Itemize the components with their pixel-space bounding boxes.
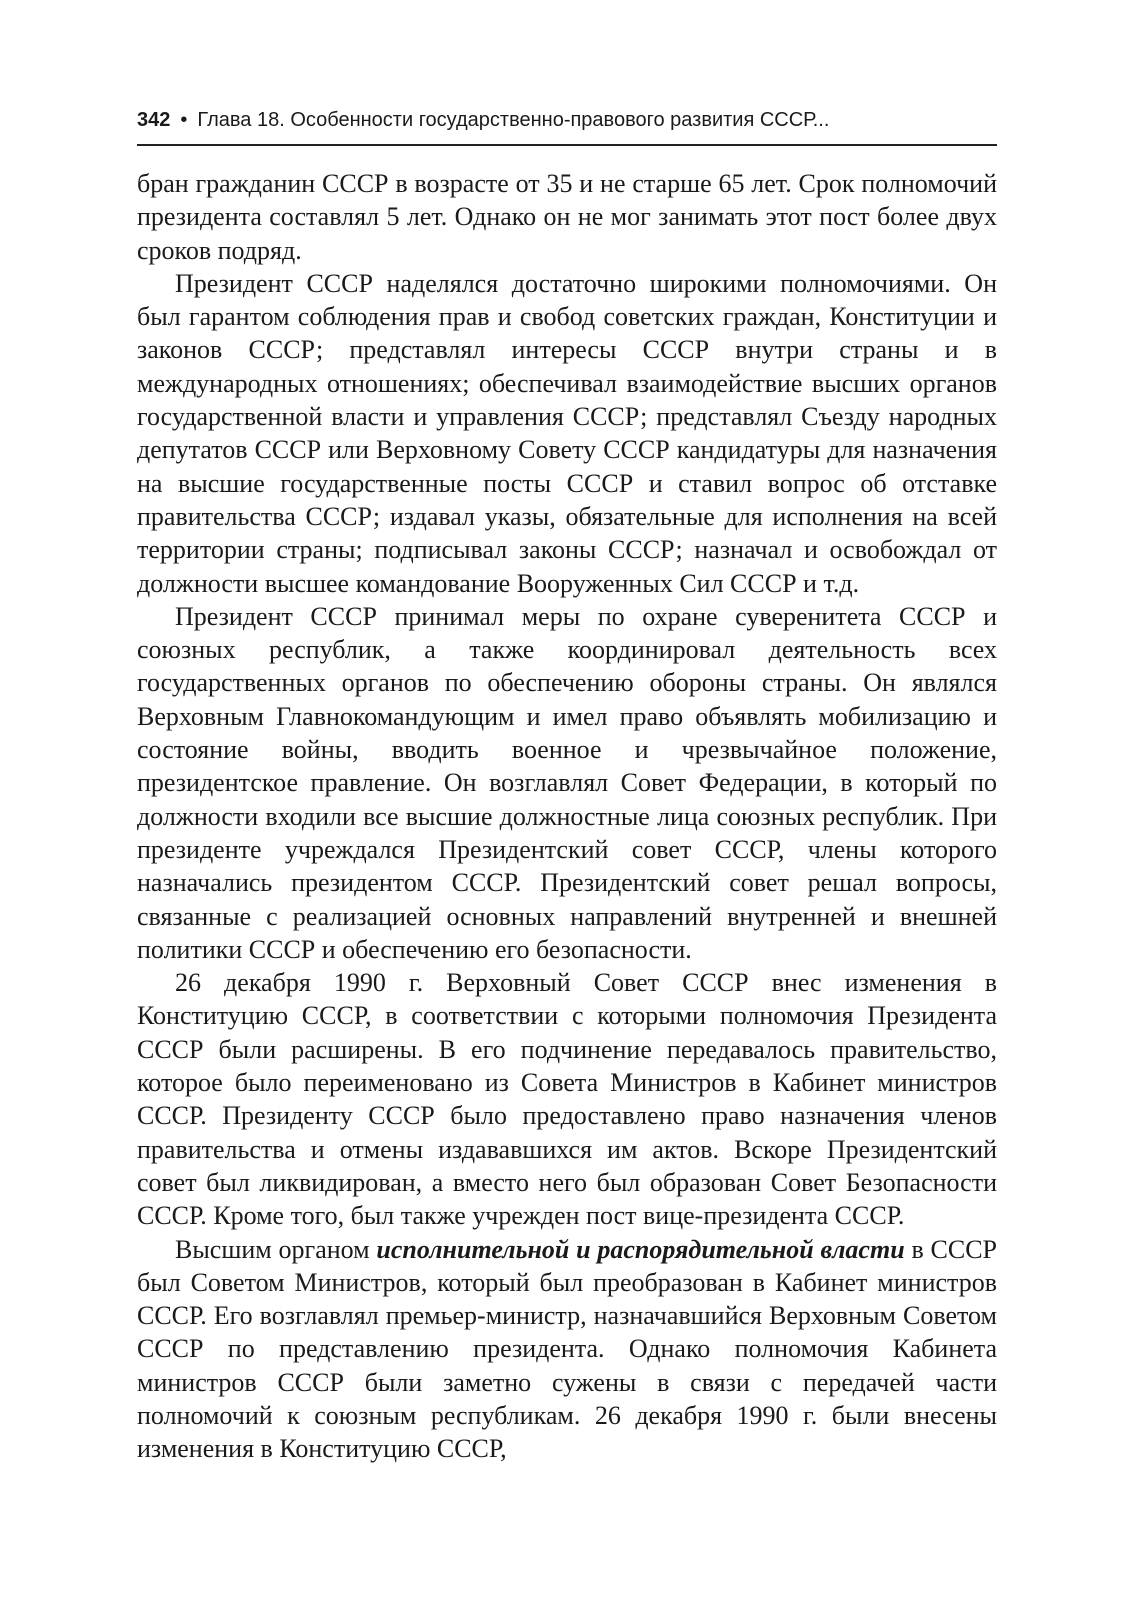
chapter-title: Глава 18. Особенности государственно-правового развития СССР... <box>197 109 830 131</box>
paragraph-5-start: Высшим органом <box>175 1234 370 1264</box>
page-body <box>137 167 997 1466</box>
paragraph-3: Президент СССР принимал меры по охране суверенитета СССР и союзных республик, а также координировал деятельность всех государственных органов по обеспечению обороны страны. Он являлся Верховным Главнокомандующим и имел право объявлять мобилизацию и состояние войны, вводить военное и чрезвычайное положение, президентское правление. Он возглавлял Совет Федерации, в который по должности входили все высшие должностные лица союзных республик. При президенте учреждался Президентский совет СССР, члены которого назначались президентом СССР. Президентский совет решал вопросы, связанные с реализацией основных направлений внутренней и внешней политики СССР и обеспечению его безопасности. <box>137 601 997 964</box>
paragraph-4: 26 декабря 1990 г. Верховный Совет СССР внес изменения в Конституцию СССР, в соответствии с которыми полномочия Президента СССР были расширены. В его подчинение передавалось правительство, которое было переименовано из Совета Министров в Кабинет министров СССР. Президенту СССР было предоставлено право назначения членов правительства и отмены издававшихся им актов. Вскоре Президентский совет был ликвидирован, а вместо него был образован Совет Безопасности СССР. Кроме того, был также учрежден пост вице-президента СССР. <box>137 968 997 1231</box>
header-separator: • <box>180 109 188 131</box>
page-number: 342 <box>137 109 171 131</box>
emphasized-term: исполнительной и распорядительной власти <box>376 1234 905 1264</box>
paragraph-1: бран гражданин СССР в возрасте от 35 и не старше 65 лет. Срок полномочий президента составлял 5 лет. Однако он не мог занимать этот пост более двух сроков подряд. <box>137 169 997 265</box>
paragraph-2: Президент СССР наделялся достаточно широкими полномочиями. Он был гарантом соблюдения прав и свобод советских граждан, Конституции и законов СССР; представлял интересы СССР внутри страны и в международных отношениях; обеспечивал взаимодействие высших органов государственной власти и управления СССР; представлял Съезду народных депутатов СССР или Верховному Совету СССР кандидатуры для назначения на высшие государственные посты СССР и ставил вопрос об отставке правительства СССР; издавал указы, обязательные для исполнения на всей территории страны; подписывал законы СССР; назначал и освобождал от должности высшее командование Вооруженных Сил СССР и т.д. <box>137 268 997 598</box>
paragraph-5 <box>137 1233 997 1466</box>
paragraph-5-rest: в СССР был Советом Министров, который был преобразован в Кабинет министров СССР. Его возглавлял премьер-министр, назначавшийся Верховным Советом СССР по представлению президента. Однако полномочия Кабинета министров СССР были заметно сужены в связи с передачей части полномочий к союзным республикам. 26 декабря 1990 г. были внесены изменения в Конституцию СССР, <box>137 1234 998 1464</box>
running-header <box>137 104 997 146</box>
